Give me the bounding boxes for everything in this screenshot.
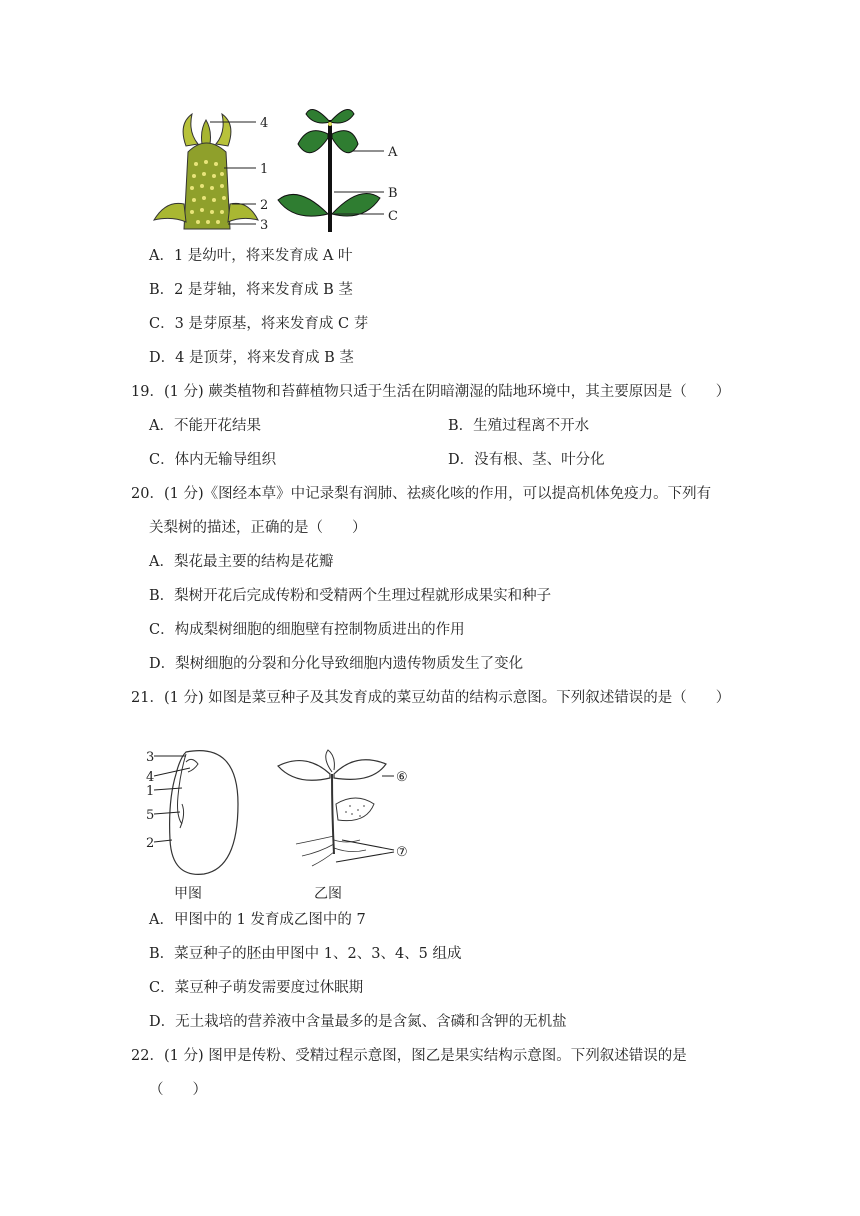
q20-option-a: A．梨花最主要的结构是花瓣 [149, 554, 334, 570]
seedling-label-7: ⑦ [396, 845, 408, 860]
q22-stem-line2: （ ） [149, 1082, 207, 1098]
bud-label-3: 3 [260, 218, 269, 233]
q20-option-b: B．梨树开花后完成传粉和受精两个生理过程就形成果实和种子 [149, 588, 552, 604]
q21-option-a: A．甲图中的 1 发育成乙图中的 7 [149, 912, 366, 928]
q21-stem: 21．(1 分) 如图是菜豆种子及其发育成的菜豆幼苗的结构示意图。下列叙述错误的是（ ） [131, 690, 731, 706]
bud-stem-diagram [148, 104, 418, 236]
seed-label-2: 2 [146, 836, 155, 851]
q21-option-b: B．菜豆种子的胚由甲图中 1、2、3、4、5 组成 [149, 946, 462, 962]
q19-option-a: A．不能开花结果 [149, 418, 261, 434]
q19-option-c: C．体内无输导组织 [149, 452, 277, 468]
bud-label-1: 1 [260, 162, 269, 177]
q18-option-b: B．2 是芽轴，将来发育成 B 茎 [149, 282, 353, 298]
q20-stem-line1: 20．(1 分)《图经本草》中记录梨有润肺、祛痰化咳的作用，可以提高机体免疫力。下列有 [131, 486, 712, 502]
bud-label-4: 4 [260, 116, 269, 131]
q18-option-d: D．4 是顶芽，将来发育成 B 茎 [149, 350, 354, 366]
q18-figure [148, 104, 418, 236]
seed-label-4: 4 [146, 770, 155, 785]
stem-label-c: C [388, 209, 398, 224]
q22-stem-line1: 22．(1 分) 图甲是传粉、受精过程示意图，图乙是果实结构示意图。下列叙述错误的是 [131, 1048, 687, 1064]
q20-option-d: D．梨树细胞的分裂和分化导致细胞内遗传物质发生了变化 [149, 656, 524, 672]
q19-stem: 19．(1 分) 蕨类植物和苔藓植物只适于生活在阴暗潮湿的陆地环境中，其主要原因是（ ） [131, 384, 731, 400]
stem-label-b: B [388, 186, 398, 201]
q18-option-c: C．3 是芽原基，将来发育成 C 芽 [149, 316, 369, 332]
caption-right: 乙图 [314, 886, 342, 902]
bean-seedling-illustration [278, 750, 386, 866]
q19-option-b: B．生殖过程离不开水 [448, 418, 590, 434]
bud-label-2: 2 [260, 198, 269, 213]
seed-label-1: 1 [146, 784, 155, 799]
q20-option-c: C．构成梨树细胞的细胞壁有控制物质进出的作用 [149, 622, 465, 638]
caption-left: 甲图 [174, 886, 202, 902]
stem-label-a: A [388, 145, 398, 160]
q21-figure [146, 744, 416, 906]
bean-seed-seedling-diagram [146, 744, 416, 906]
q18-option-a: A．1 是幼叶，将来发育成 A 叶 [149, 248, 353, 264]
seed-label-5: 5 [146, 808, 155, 823]
q20-stem-line2: 关梨树的描述，正确的是（ ） [149, 520, 367, 536]
seed-label-3: 3 [146, 750, 155, 765]
q21-option-d: D．无土栽培的营养液中含量最多的是含氮、含磷和含钾的无机盐 [149, 1014, 567, 1030]
q21-option-c: C．菜豆种子萌发需要度过休眠期 [149, 980, 364, 996]
q19-option-d: D．没有根、茎、叶分化 [448, 452, 605, 468]
seedling-label-6: ⑥ [396, 770, 408, 785]
bud-illustration [154, 114, 258, 229]
